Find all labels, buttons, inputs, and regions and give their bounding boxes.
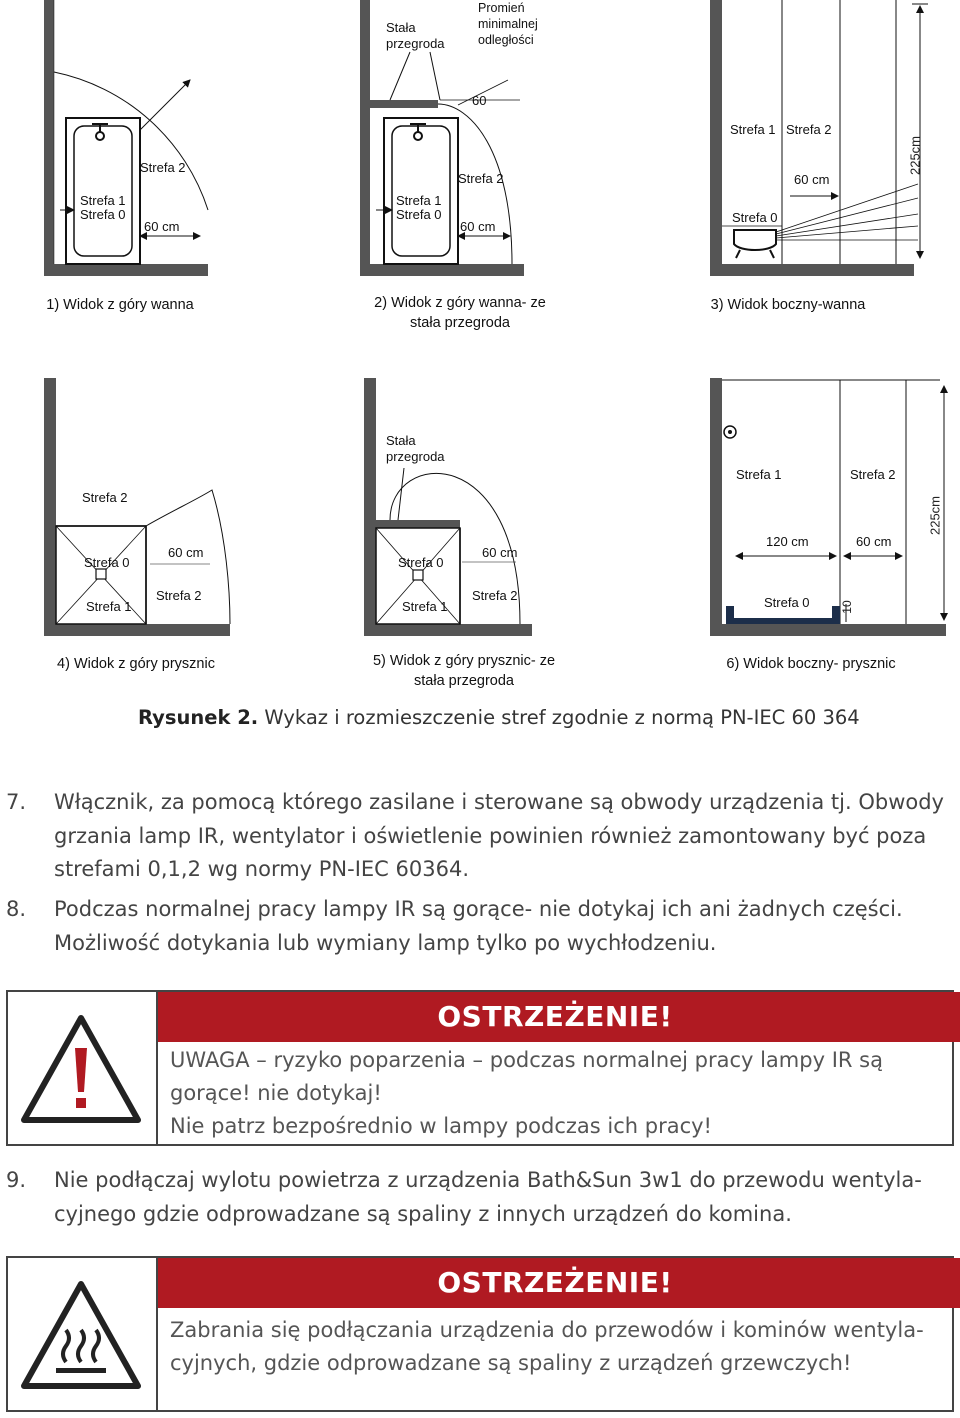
v6-120cm: 120 cm [766,534,809,549]
item-8-line-2: Możliwość dotykania lub wymiany lamp tylko po wychłodzeniu. [54,930,717,955]
v1-strefa1: Strefa 1 [80,193,126,208]
caption-view-2: 2) Widok z góry wanna- ze stała przegroda [374,295,546,331]
v4-strefa2: Strefa 2 [156,588,202,603]
item-8-number: 8. [6,897,27,921]
caption-view-4: 4) Widok z góry prysznic [57,656,215,672]
v5-stala-przegroda: Stała przegroda [386,433,445,464]
exclamation-warning-icon [8,992,154,1144]
warning-2-line-2: cyjnych, gdzie odprowadzane są spaliny z urządzeń grzewczych! [170,1351,852,1375]
v6-60cm: 60 cm [856,534,892,549]
v2-60: 60 [472,93,487,108]
item-7-number: 7. [6,790,27,814]
v3-strefa1: Strefa 1 [730,122,776,137]
v5-strefa0: Strefa 0 [398,555,444,570]
v4-strefa0: Strefa 0 [84,555,130,570]
item-9-line-1: Nie podłączaj wylotu powietrza z urządzenia Bath&Sun 3w1 do przewodu wentyla- [54,1168,922,1192]
v2-promien: Promień minimalnej odległości [478,1,538,47]
item-7 [6,786,956,887]
item-9-line-2: cyjnego gdzie odprowadzane są spaliny z innych urządzeń do komina. [54,1201,792,1226]
view-3-bath-side [710,0,928,276]
v6-strefa2: Strefa 2 [850,467,896,482]
warning-1-line-2: gorące! nie dotykaj! [170,1081,382,1105]
item-9-number: 9. [6,1168,27,1192]
v2-strefa0: Strefa 0 [396,207,442,222]
v2-60cm: 60 cm [460,219,496,234]
warning-1-line-1: UWAGA – ryzyko poparzenia – podczas normalnej pracy lampy IR są [170,1048,883,1072]
v6-strefa0: Strefa 0 [764,595,810,610]
v4-strefa2-top: Strefa 2 [82,490,128,505]
caption-view-3: 3) Widok boczny-wanna [710,297,866,313]
view-4-shower-top [44,378,230,636]
v3-strefa2: Strefa 2 [786,122,832,137]
item-8 [6,893,956,960]
warning-2-line-1: Zabrania się podłączania urządzenia do przewodów i kominów wentyla- [170,1318,924,1342]
v1-60cm: 60 cm [144,219,180,234]
view-1-bath-top [44,0,208,276]
caption-view-1: 1) Widok z góry wanna [46,297,194,313]
v3-strefa0: Strefa 0 [732,210,778,225]
v3-60cm: 60 cm [794,172,830,187]
v6-10: 10 [840,600,854,614]
v3-225cm: 225cm [907,135,923,176]
v5-strefa1: Strefa 1 [402,599,448,614]
warning-box-hot [6,990,954,1146]
v2-stala-przegroda: Stała przegroda [386,20,445,51]
warning-2-title: OSTRZEŻENIE! [437,1266,673,1299]
v4-strefa1: Strefa 1 [86,599,132,614]
item-7-line-3: strefami 0,1,2 wg normy PN-IEC 60364. [54,857,469,881]
v1-strefa2: Strefa 2 [140,160,186,175]
item-7-line-2: grzania lamp IR, wentylator i oświetlenie powinien również zamontowany być poza [54,823,927,848]
zones-figure [0,0,960,700]
view-6-shower-side [710,378,946,636]
v4-60cm: 60 cm [168,545,204,560]
v2-strefa1: Strefa 1 [396,193,442,208]
figure-caption-text: Wykaz i rozmieszczenie stref zgodnie z normą PN-IEC 60 364 [258,706,860,729]
item-8-line-1: Podczas normalnej pracy lampy IR są gorące- nie dotykaj ich ani żadnych części. [54,897,903,921]
warning-1-title: OSTRZEŻENIE! [437,1000,673,1033]
v5-strefa2: Strefa 2 [472,588,518,603]
v5-60cm: 60 cm [482,545,518,560]
warning-1-line-3: Nie patrz bezpośrednio w lampy podczas ich pracy! [170,1114,712,1138]
figure-caption-label: Rysunek 2. [138,706,259,729]
v1-strefa0: Strefa 0 [80,207,126,222]
figure-caption [138,706,860,729]
caption-view-5: 5) Widok z góry prysznic- ze stała przegroda [372,653,556,689]
v2-strefa2: Strefa 2 [458,171,504,186]
caption-view-6: 6) Widok boczny- prysznic [726,656,896,672]
item-7-line-1: Włącznik, za pomocą którego zasilane i sterowane są obwody urządzenia tj. Obwody [54,790,944,814]
warning-1-icon-cell [8,992,158,1144]
v6-225cm: 225cm [927,495,943,536]
hot-surface-warning-icon [8,1258,154,1410]
warning-2-icon-cell [8,1258,158,1410]
warning-box-ventilation [6,1256,954,1412]
item-9 [6,1164,956,1231]
v6-strefa1: Strefa 1 [736,467,782,482]
